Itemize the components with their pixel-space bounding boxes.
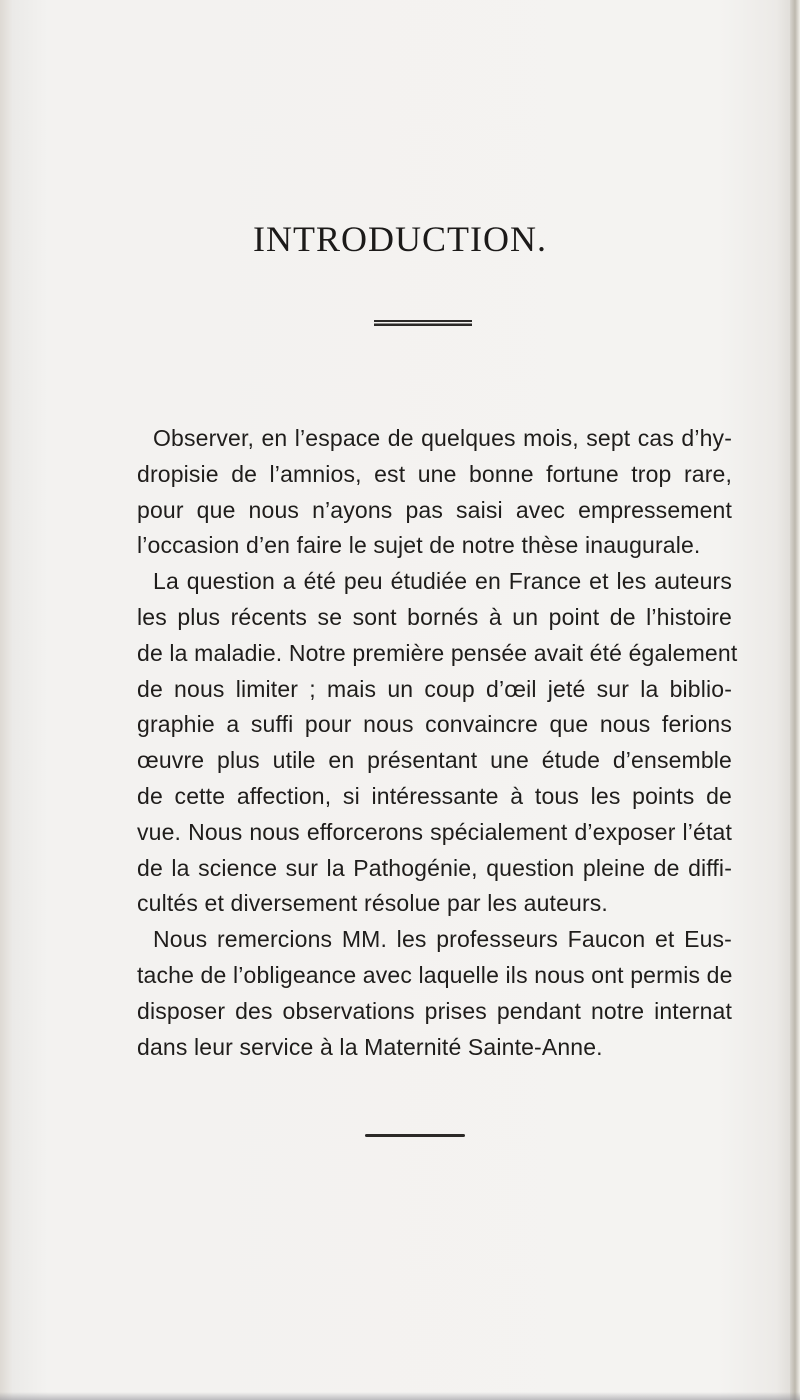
text-line: graphie a suffi pour nous convaincre que nous ferions [137,711,732,738]
text-line: pour que nous n’ayons pas saisi avec empressement [137,496,732,523]
page-bottom-shadow [0,1392,800,1400]
text-line: dans leur service à la Maternité Sainte-Anne. [137,1033,603,1060]
page-left-margin-shade [0,0,12,1400]
text-line: tache de l’obligeance avec laquelle ils nous ont permis de [137,961,733,988]
text-line: les plus récents se sont bornés à un point de l’histoire [137,603,732,630]
introduction-body [137,421,738,1065]
page-right-edge [790,0,800,1400]
paragraph-1 [137,421,732,564]
text-line: La question a été peu étudiée en France et les auteurs [153,568,732,595]
paragraph-3 [137,922,732,1065]
text-line: l’occasion d’en faire le sujet de notre thèse inaugurale. [137,532,701,559]
heading-double-rule [374,320,472,326]
closing-rule [365,1134,465,1137]
text-line: dropisie de l’amnios, est une bonne fortune trop rare, [137,460,732,487]
text-line: cultés et diversement résolue par les auteurs. [137,890,608,917]
text-line: disposer des observations prises pendant notre internat [137,997,732,1024]
text-line: vue. Nous nous efforcerons spécialement d’exposer l’état [137,818,732,845]
text-line: Nous remercions MM. les professeurs Faucon et Eus- [153,926,732,953]
text-line: de cette affection, si intéressante à tous les points de [137,782,732,809]
paragraph-2 [137,564,738,922]
text-line: œuvre plus utile en présentant une étude d’ensemble [137,747,732,774]
text-line: de la maladie. Notre première pensée avait été également [137,639,738,666]
text-line: Observer, en l’espace de quelques mois, sept cas d’hy- [153,425,732,451]
text-line: de la science sur la Pathogénie, question pleine de diffi- [137,854,732,881]
chapter-heading: INTRODUCTION. [253,219,547,259]
text-line: de nous limiter ; mais un coup d’œil jeté sur la biblio- [137,675,732,702]
